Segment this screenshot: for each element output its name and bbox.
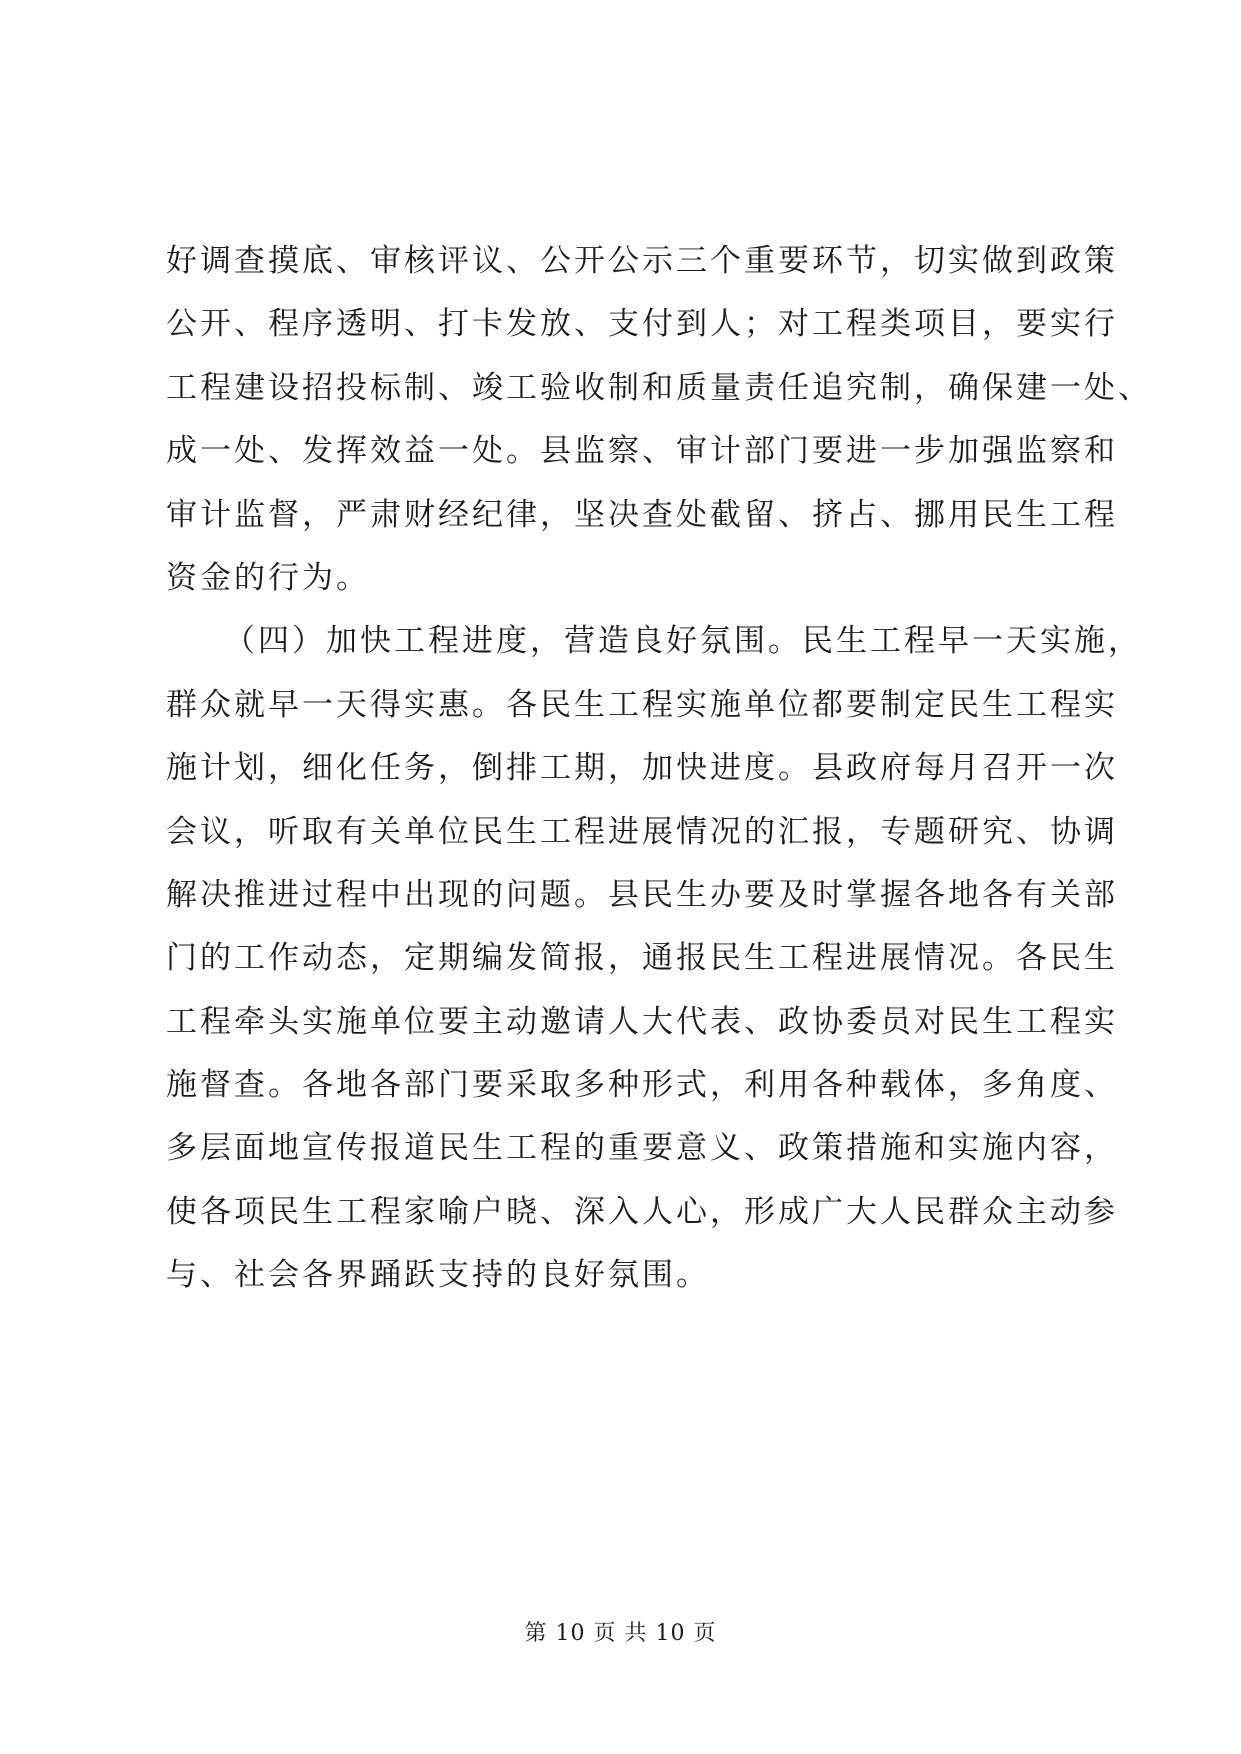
- text-line: 公开、程序透明、打卡发放、支付到人；对工程类项目，要实行: [166, 306, 1118, 343]
- text-line: 会议，听取有关单位民生工程进展情况的汇报，专题研究、协调: [166, 813, 1118, 850]
- text-line: 解决推进过程中出现的问题。县民生办要及时掌握各地各有关部: [166, 876, 1118, 913]
- text-line: 审计监督，严肃财经纪律，坚决查处截留、挤占、挪用民生工程: [166, 496, 1118, 533]
- page-footer: [0, 1616, 1241, 1647]
- text-line: 群众就早一天得实惠。各民生工程实施单位都要制定民生工程实: [166, 686, 1118, 723]
- text-line: 多层面地宣传报道民生工程的重要意义、政策措施和实施内容，: [166, 1130, 1118, 1167]
- text-line: 施督查。各地各部门要采取多种形式，利用各种载体，多角度、: [166, 1067, 1118, 1104]
- text-line: 与、社会各界踊跃支持的良好氛围。: [166, 1257, 710, 1294]
- text-line: 施计划，细化任务，倒排工期，加快进度。县政府每月召开一次: [166, 750, 1118, 787]
- page-number-label: 第 10 页 共 10 页: [524, 1621, 717, 1646]
- text-line: 使各项民生工程家喻户晓、深入人心，形成广大人民群众主动参: [166, 1193, 1118, 1230]
- text-line: 好调查摸底、审核评议、公开公示三个重要环节，切实做到政策: [166, 243, 1118, 279]
- text-line: 工程牵头实施单位要主动邀请人大代表、政协委员对民生工程实: [166, 1003, 1118, 1040]
- text-line: 资金的行为。: [166, 559, 370, 596]
- body-text: [166, 230, 1152, 1308]
- text-line: 门的工作动态，定期编发简报，通报民生工程进展情况。各民生: [166, 940, 1118, 977]
- text-line: 工程建设招投标制、竣工验收制和质量责任追究制，确保建一处、: [166, 369, 1152, 406]
- text-line: （四）加快工程进度，营造良好氛围。民生工程早一天实施，: [224, 623, 1142, 660]
- text-line: 成一处、发挥效益一处。县监察、审计部门要进一步加强监察和: [166, 433, 1118, 470]
